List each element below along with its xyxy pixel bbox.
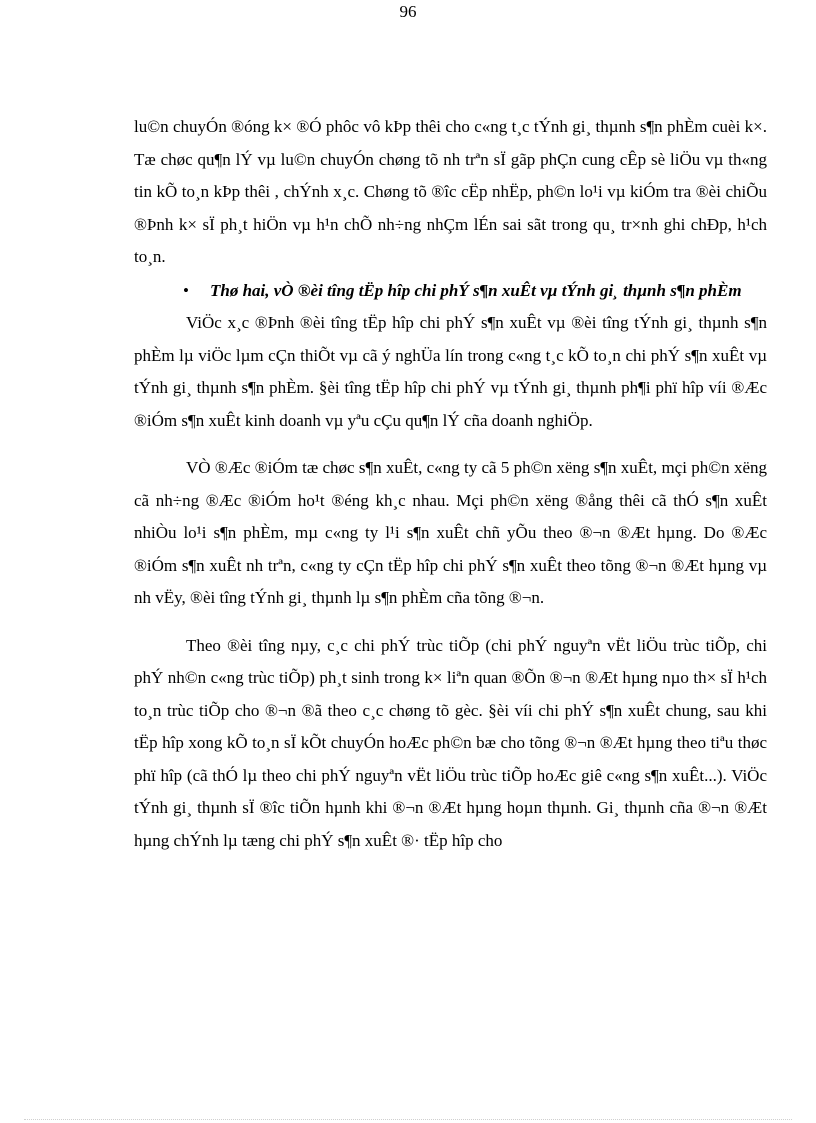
paragraph-4: Theo ®èi tîng nµy, c¸c chi phÝ trùc tiÕp (chi phÝ nguyªn vËt liÖu trùc tiÕp, chi phÝ nh©n c«ng trùc tiÕp) ph¸t sinh trong k× liªn quan ®Õn ®¬n ®Æt hµng nµo th× sÏ h¹ch to¸n trùc tiÕp cho ®¬n ®ã theo c¸c chøng tõ gèc. §èi víi chi phÝ s¶n xuÊt chung, sau khi tËp hîp xong kÕ to¸n sÏ kÕt chuyÓn hoÆc ph©n bæ cho tõng ®¬n ®Æt hµng theo tiªu thøc phï hîp (cã thÓ lµ theo chi phÝ nguyªn vËt liÖu trùc tiÕp hoÆc giê c«ng s¶n xuÊt...). ViÖc tÝnh gi¸ thµnh sÏ ®îc tiÕn hµnh khi ®¬n ®Æt hµng hoµn thµnh. Gi¸ thµnh cña ®¬n ®Æt hµng chÝnh lµ tæng chi phÝ s¶n xuÊt ®· tËp hîp cho	[134, 635, 767, 850]
page-number: 96	[399, 2, 417, 21]
bullet-heading: Thø hai, vÒ ®èi tîng tËp hîp chi phÝ s¶n xuÊt vµ tÝnh gi¸ thµnh s¶n phÈm	[210, 280, 742, 300]
document-body	[134, 111, 767, 857]
page-footer-divider	[24, 1119, 792, 1120]
bullet-item	[134, 275, 767, 308]
paragraph-3: VÒ ®Æc ®iÓm tæ chøc s¶n xuÊt, c«ng ty cã 5 ph©n xëng s¶n xuÊt, mçi ph©n xëng cã nh÷ng ®Æc ®iÓm ho¹t ®éng kh¸c nhau. Mçi ph©n xëng ®ång thêi cã thÓ s¶n xuÊt nhiÒu lo¹i s¶n phÈm, mµ c«ng ty l¹i s¶n xuÊt chñ yÕu theo ®¬n ®Æt hµng. Do ®Æc ®iÓm s¶n xuÊt nh trªn, c«ng ty cÇn tËp hîp chi phÝ s¶n xuÊt theo tõng ®¬n ®Æt hµng vµ nh vËy, ®èi tîng tÝnh gi¸ thµnh lµ s¶n phÈm cña tõng ®¬n.	[134, 458, 767, 607]
paragraph-1: lu©n chuyÓn ®óng k× ®Ó phôc vô kÞp thêi cho c«ng t¸c tÝnh gi¸ thµnh s¶n phÈm cuèi k×. Tæ chøc qu¶n lÝ vµ lu©n chuyÓn chøng tõ nh trªn sÏ gãp phÇn cung cÊp sè liÖu vµ th«ng tin kÕ to¸n kÞp thêi , chÝnh x¸c. Chøng tõ ®îc cËp nhËp, ph©n lo¹i vµ kiÓm tra ®èi chiÕu ®Þnh k× sÏ ph¸t hiÖn vµ h¹n chÕ nh÷ng nhÇm lÉn sai sãt trong qu¸ tr×nh ghi chÐp, h¹ch to¸n.	[134, 117, 767, 266]
paragraph-2: ViÖc x¸c ®Þnh ®èi tîng tËp hîp chi phÝ s¶n xuÊt vµ ®èi tîng tÝnh gi¸ thµnh s¶n phÈm lµ viÖc lµm cÇn thiÕt vµ cã ý nghÜa lín trong c«ng t¸c kÕ to¸n chi phÝ s¶n xuÊt vµ tÝnh gi¸ thµnh s¶n phÈm. §èi tîng tËp hîp chi phÝ vµ tÝnh gi¸ thµnh ph¶i phï hîp víi ®Æc ®iÓm s¶n xuÊt kinh doanh vµ yªu cÇu qu¶n lÝ cña doanh nghiÖp.	[134, 313, 767, 430]
bullet-icon: •	[183, 280, 189, 300]
